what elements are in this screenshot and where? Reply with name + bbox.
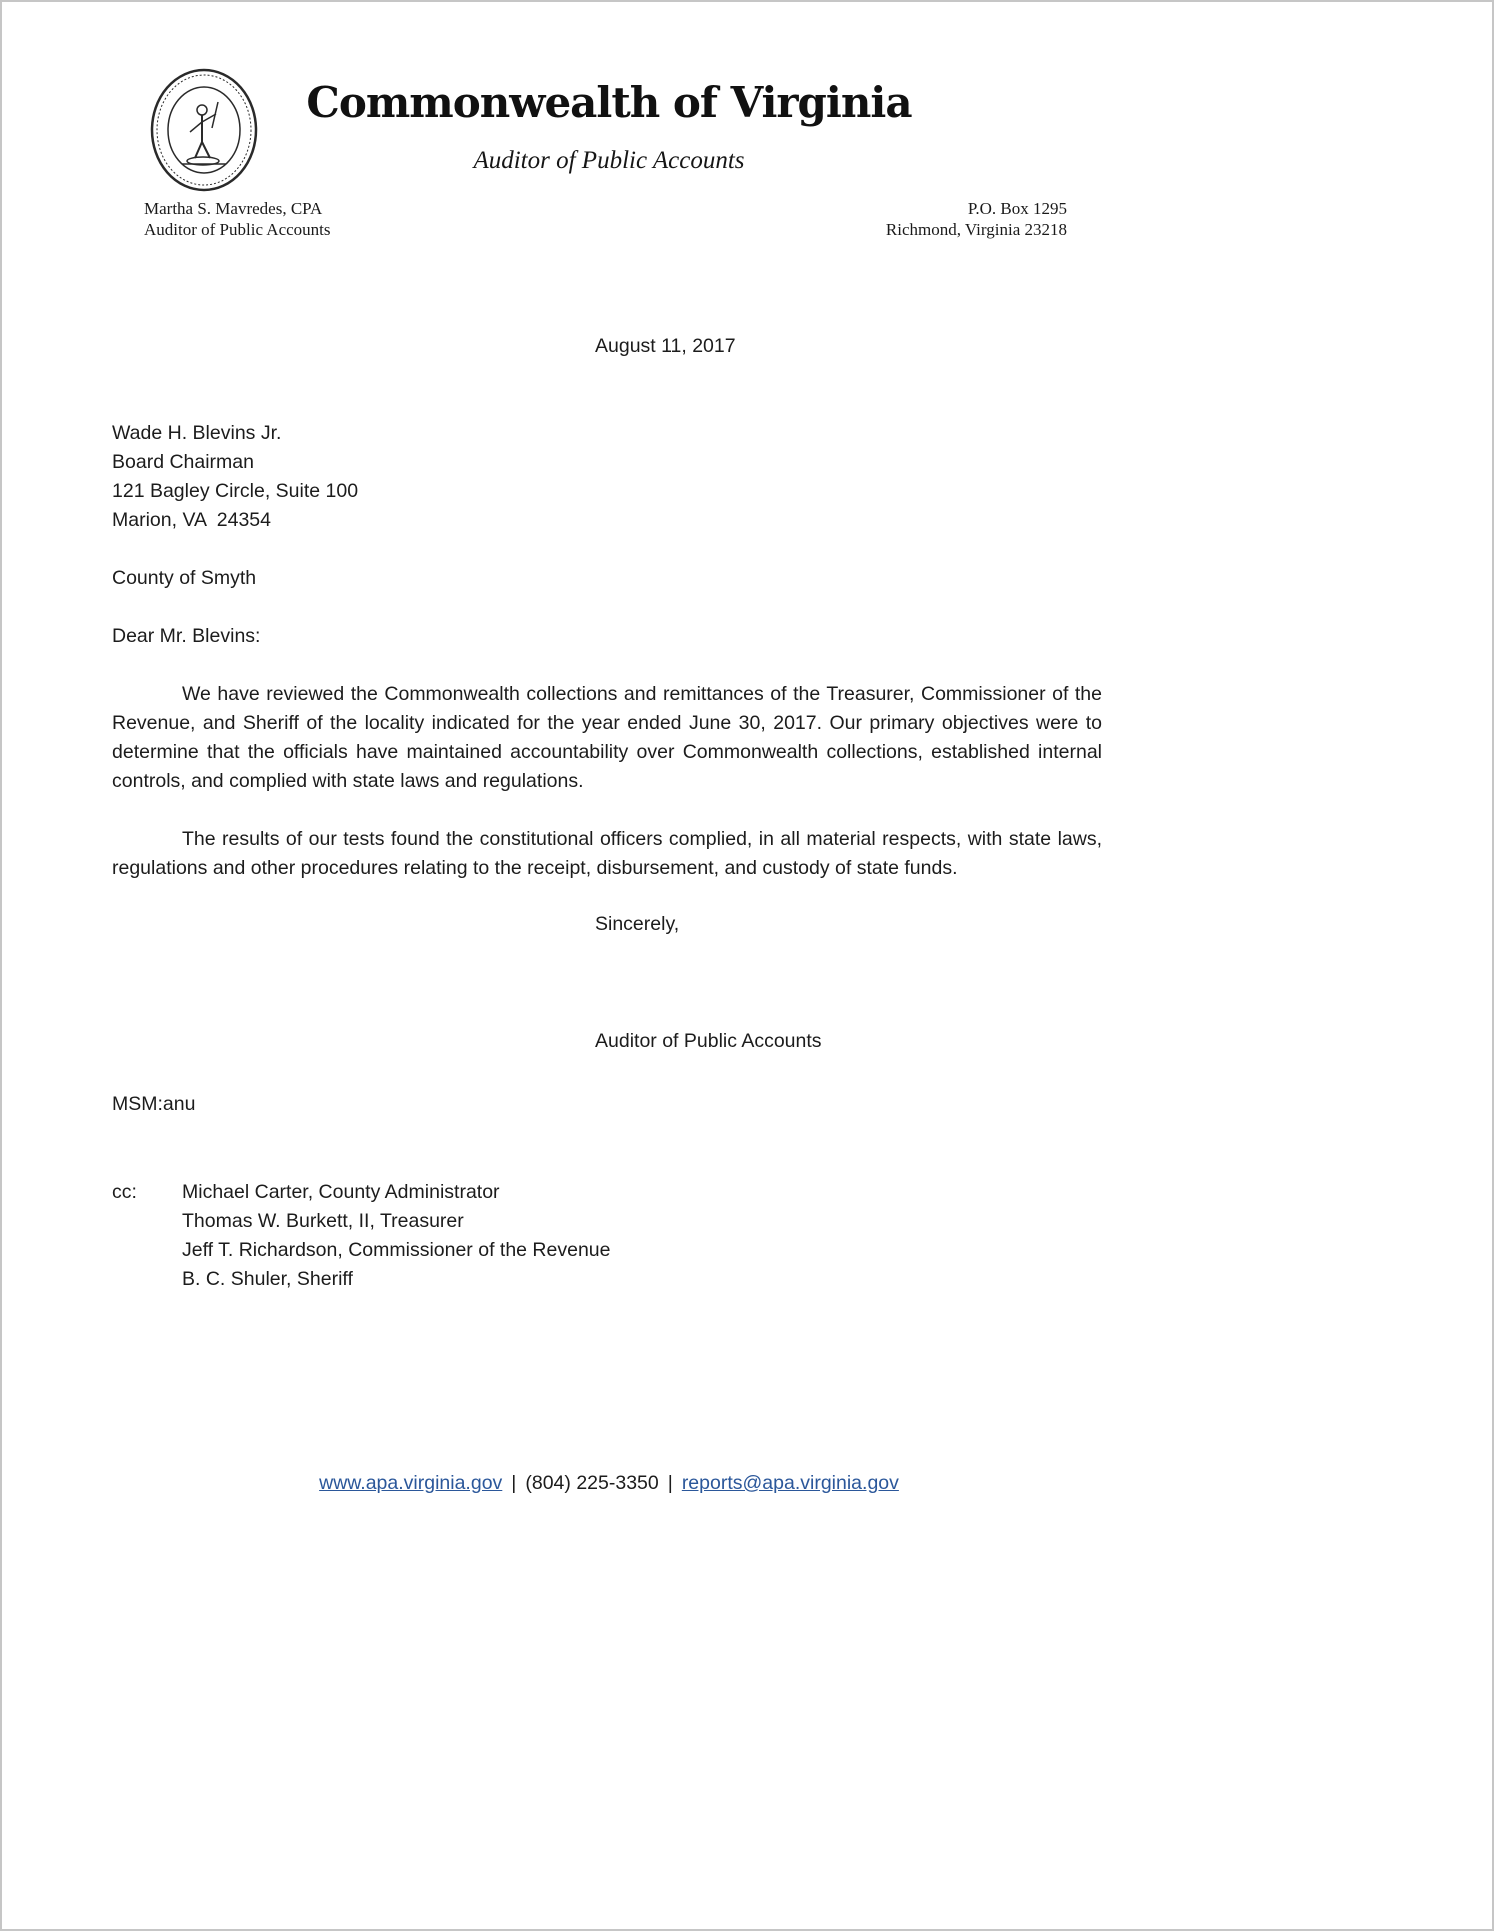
closing: Sincerely, (595, 913, 680, 935)
cc-label: cc: (112, 1181, 137, 1203)
letterhead (2, 2, 1492, 247)
letterhead-subtitle: Auditor of Public Accounts (473, 147, 745, 174)
cc-item: Jeff T. Richardson, Commissioner of the Revenue (182, 1239, 611, 1261)
cc-block (112, 1178, 1102, 1294)
cc-list (182, 1178, 611, 1294)
cc-item: Michael Carter, County Administrator (182, 1181, 500, 1203)
locality-line: County of Smyth (112, 567, 257, 589)
cc-item: B. C. Shuler, Sheriff (182, 1268, 353, 1290)
office-address-block (886, 198, 1067, 240)
recipient-name: Wade H. Blevins Jr. (112, 422, 282, 444)
footer-separator: | (511, 1472, 517, 1494)
recipient-city-state-zip: Marion, VA 24354 (112, 509, 271, 531)
signature-title: Auditor of Public Accounts (595, 1030, 822, 1052)
auditor-title: Auditor of Public Accounts (144, 220, 331, 239)
auditor-contact-block (144, 198, 331, 240)
cc-item: Thomas W. Burkett, II, Treasurer (182, 1210, 464, 1232)
letterhead-title: Commonwealth of Virginia (306, 78, 912, 127)
body-paragraph-2: The results of our tests found the constitutional officers complied, in all material respects, with state laws, regulations and other procedures relating to the receipt, disbursement, and custody of state funds. (112, 828, 1102, 879)
recipient-address-block (112, 419, 1102, 535)
city-state-zip-line: Richmond, Virginia 23218 (885, 220, 1067, 239)
letterhead-title-block (112, 78, 1106, 175)
salutation: Dear Mr. Blevins: (112, 625, 261, 647)
body-paragraph-1: We have reviewed the Commonwealth collections and remittances of the Treasurer, Commissioner of the Revenue, and Sheriff of the locality indicated for the year ended June 30, 2017. Our primary objectives were to determine that the officials have maintained accountability over Commonwealth collections, established internal controls, and complied with state laws and regulations. (112, 683, 1102, 792)
recipient-street: 121 Bagley Circle, Suite 100 (112, 480, 359, 502)
auditor-name: Martha S. Mavredes, CPA (144, 199, 323, 218)
recipient-title: Board Chairman (112, 451, 254, 473)
website-link[interactable]: www.apa.virginia.gov (319, 1472, 503, 1494)
letter-date: August 11, 2017 (595, 335, 736, 357)
po-box-line: P.O. Box 1295 (967, 199, 1067, 218)
footer-separator: | (667, 1472, 673, 1494)
letter-footer (112, 1469, 1106, 1498)
phone-number: (804) 225-3350 (525, 1472, 659, 1494)
email-link[interactable]: reports@apa.virginia.gov (681, 1472, 899, 1494)
letter-content (2, 332, 1492, 1294)
reference-initials: MSM:anu (112, 1093, 196, 1115)
